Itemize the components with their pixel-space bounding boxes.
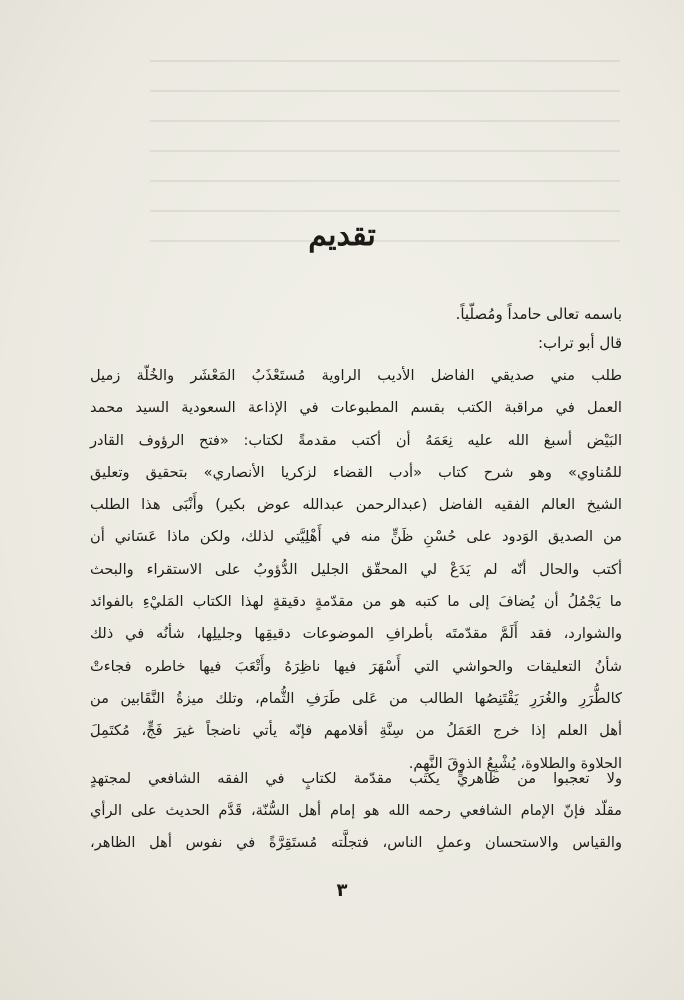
author-line: قال أبو تراب: [537,334,622,352]
text-line: مقلّد فإنّ الإمام الشافعي رحمه الله هو إمام أهل السُّنّة، قَدَّم الحديث على الرأي [90,802,622,819]
text-line: البَيْض أسبغ الله عليه نِعَمَهُ أن أكتب مقدمةً لكتاب: «فتح الرؤوف القادر [90,431,622,449]
text-line: ولا تعجبوا من ظاهريٍّ يكتب مقدّمة لكتابٍ في الفقه الشافعي لمجتهدٍ [90,770,622,787]
text-line: للمُناوي» وهو شرح كتاب «أدب القضاء لزكريا الأنصاري» بتحقيق وتعليق [90,463,622,481]
basmala-line: باسمه تعالى حامداً ومُصلّياً. [455,305,622,323]
text-line: كالطُّرَرِ والغُرَرِ يَقْتَنِصُها الطالب من عَلى طَرَفِ الثُّمام، وتلك ميزةُ النَّقَابين من [90,689,622,707]
page-title: تقديم [308,218,376,253]
text-line: شأنُ التعليقات والحواشي التي أَسْهَرَ فيها ناظِرَهُ وأَتْعَبَ فيها خاطره فجاءتْ [90,657,622,675]
page-number: ٣ [336,880,348,901]
text-line: الشيخ العالم الفقيه الفاضل (عبدالرحمن عبدالله عوض بكير) وأَنْبَى هذا الطلب [90,496,622,514]
paragraph-1 [90,360,622,780]
text-line: والشوارد، فقد أَلَمَّ مقدّمتَه بأطرافِ الموضوعات دقيقِها وجليلِها، شأنُه في ذلك [90,625,622,643]
text-line: أكتب والحال أنّه لم يَدَعْ لي المحقّق الجليل الدُّؤوبُ على الاستقراء والبحث [90,560,622,578]
text-line: أهل العلم إذا خرج العَمَلُ من سِنَّةِ أقلامهم فإنّه يأتي ناضجاً غيرَ فَجٍّ، مُكتَمِلَ [90,722,622,740]
paragraph-2 [90,763,622,859]
text-line: الحلاوة والطلاوة، يُشْبِعُ الذوقَ النَّهِم. [408,754,622,772]
text-line: ما يَجْمُلُ أن يُضافَ إلى ما كتبه هو من مقدّمةٍ دقيقةٍ لهذا الكتاب المَليْءِ بالفوائد [90,593,622,611]
text-line: العمل في مراقبة الكتب بقسم المطبوعات في الإذاعة السعودية السيد محمد [90,399,622,417]
opening-lines [90,300,622,358]
text-line: والقياس والاستحسان وعملِ الناس، فتجلَّته مُستَقِرَّةً في نفوس أهل الظاهر، [90,834,622,851]
text-line: من الصديق الوَدود على حُسْنِ ظَنٍّ منه في أَهْلِيَّتي لذلك، ولكن ماذا عَسَاني أن [90,528,622,546]
text-line: طلب مني صديقي الفاضل الأديب الراوية مُستَعْذَبُ المَعْشَر والخُلّة زميل [90,367,622,384]
